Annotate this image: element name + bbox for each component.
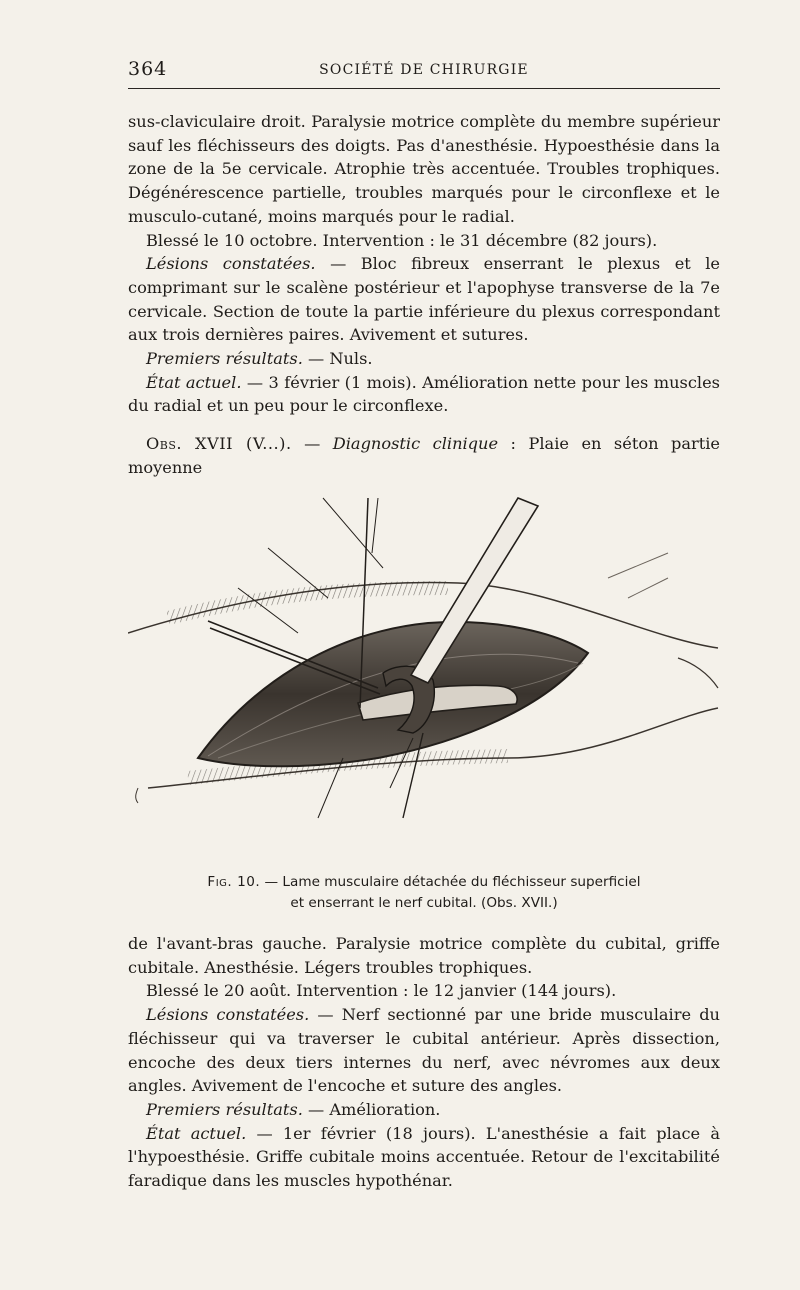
surgical-illustration xyxy=(128,458,720,868)
lesions-text-2: — Nerf sectionné par une bride musculaire du fléchisseur qui va traverser le cubital antérieur. Après dissection, encoche des deux tiers internes du nerf, avec névromes aux deux angles. Avivement de l'encoche et suture des angles. xyxy=(128,1005,720,1096)
observation-label: Obs. XVII (V...). xyxy=(146,434,292,454)
first-results-label: Premiers résultats. xyxy=(146,349,303,369)
first-results-label-2: Premiers résultats. xyxy=(146,1099,303,1119)
paragraph-current-state-2 xyxy=(128,1122,720,1193)
running-title: SOCIÉTÉ DE CHIRURGIE xyxy=(319,62,529,78)
upper-text xyxy=(128,110,720,480)
lower-text xyxy=(128,932,720,1193)
current-state-text: — 3 février (1 mois). Amélioration nette pour les muscles du radial et un peu pour le circonflexe. xyxy=(128,372,720,416)
current-state-text-2: — 1er février (18 jours). L'anesthésie a fait place à l'hypoesthésie. Griffe cubitale moins accentuée. Retour de l'excitabilité faradique dans les muscles hypothénar. xyxy=(128,1123,720,1191)
paragraph-current-state xyxy=(128,371,720,418)
current-state-label: État actuel. xyxy=(146,372,242,392)
caption-line-1 xyxy=(150,872,698,893)
paragraph-first-results xyxy=(128,347,720,371)
first-results-text: — Nuls. xyxy=(302,349,373,369)
lesions-label: Lésions constatées. xyxy=(146,254,316,274)
caption-text-1: — Lame musculaire détachée du fléchisseur superficiel xyxy=(260,874,641,890)
paragraph-continuation: sus-claviculaire droit. Paralysie motrice complète du membre supérieur sauf les fléchisseurs des doigts. Pas d'anesthésie. Hypoesthésie dans la zone de la 5e cervicale. Atrophie très accentuée. Troubles trophiques. Dégénérescence partielle, troubles marqués pour le circonflexe et le musculo-cutané, moins marqués pour le radial. xyxy=(128,112,720,226)
paragraph-lesions xyxy=(128,252,720,347)
figure-caption xyxy=(150,872,698,914)
paragraph-injury-date-2: Blessé le 20 août. Intervention : le 12 janvier (144 jours). xyxy=(146,981,617,1001)
paragraph-injury-date: Blessé le 10 octobre. Intervention : le 31 décembre (82 jours). xyxy=(146,230,658,250)
lesions-text: — Bloc fibreux enserrant le plexus et le comprimant sur le scalène postérieur et l'apophyse transverse de la 7e cervicale. Section de toute la partie inférieure du plexus correspondant aux trois dernières paires. Avivement et sutures. xyxy=(128,254,721,345)
first-results-text-2: — Amélioration. xyxy=(302,1099,441,1119)
figure-label: Fig. 10. xyxy=(207,874,261,890)
paragraph-first-results-2 xyxy=(128,1098,720,1122)
observation-separator: — xyxy=(291,434,333,454)
page-header xyxy=(128,58,720,89)
lesions-label-2: Lésions constatées. xyxy=(146,1005,310,1025)
caption-line-2: et enserrant le nerf cubital. (Obs. XVII.) xyxy=(290,895,558,911)
current-state-label-2: État actuel. xyxy=(146,1123,247,1143)
paragraph-continuation-2: de l'avant-bras gauche. Paralysie motrice complète du cubital, griffe cubitale. Anesthésie. Légers troubles trophiques. xyxy=(128,934,720,977)
page-number: 364 xyxy=(128,58,168,80)
forearm-dissection-drawing xyxy=(128,458,720,868)
diagnosis-text: : Plaie en séton partie moyenne xyxy=(128,434,720,477)
paragraph-lesions-2 xyxy=(128,1003,720,1098)
diagnosis-label: Diagnostic clinique xyxy=(332,434,499,454)
